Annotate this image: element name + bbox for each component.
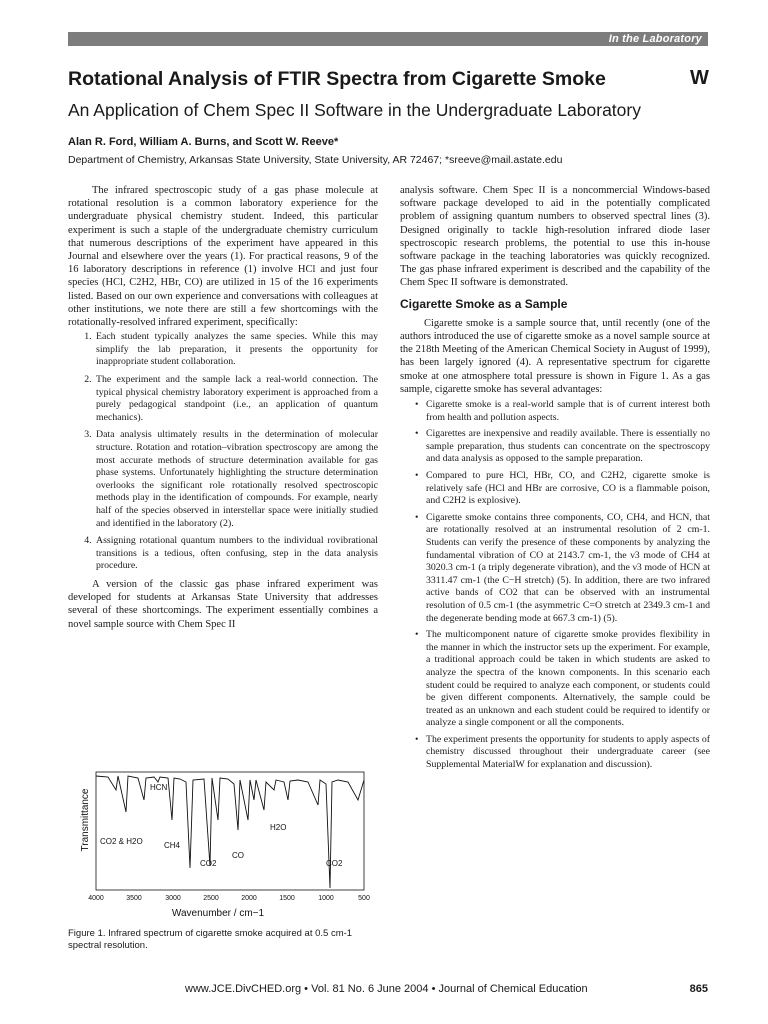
tick-label: 3500 [126, 895, 142, 902]
tick-label: 2500 [203, 895, 219, 902]
tick-label: 3000 [165, 895, 181, 902]
peak-label-co2-h2o: CO2 & H2O [100, 837, 143, 846]
list-item: • The multicomponent nature of cigarette smoke provides flexibility in the manner in which the instructor sets up the experiment. For example, a traditional approach could be taken in which students are asked to analyze the spectra of the known components. In this scenario each student could be required to analyze each component, or students could be given different components. Alternatively, the sample could be treated as an unknown and each student could be required to identify or analyze a single component or all the components. [426, 629, 710, 730]
list-item: • Compared to pure HCl, HBr, CO, and C2H2, cigarette smoke is relatively safe (HCl and HBr are corrosive, CO is a flammable poison, and C2H2 is explosive). [426, 470, 710, 508]
list-item: • Cigarette smoke contains three components, CO, CH4, and HCN, that are rotationally resolved at an instrumental resolution of 2 cm-1. Students can verify the presence of these components by analyzing the fundamental vibration of CO at 2143.7 cm-1, the ν3 mode of CH4 at 3020.3 cm-1 (a triply degenerate vibration), and the ν3 mode of HCN at 3311.47 cm-1 (the C−H stretch) (5). In addition, there are two infrared active bands of CO2 that can be observed with an instrumental resolution of 0.5 cm-1 (the asymmetric C=O stretch at 2349.3 cm-1 and the degenerate bending mode at 667.3 cm-1) (5). [426, 512, 710, 625]
page-footer [185, 983, 708, 995]
peak-label-co: CO [232, 851, 244, 860]
left-column [68, 184, 378, 631]
peak-label-h2o: H2O [270, 823, 287, 832]
shortcomings-list [68, 331, 378, 573]
web-material-icon: W [690, 67, 709, 89]
paragraph: analysis software. Chem Spec II is a noncommercial Windows-based software package developed to aid in the potentially complicated problem of assigning quantum numbers to observed spectral lines (3). Designed originally to tackle high-resolution infrared diode laser spectroscopic research problems, the potential to use this in-house software package in the teaching laboratories was quickly recognized. The gas phase infrared experiment is described and the capability of the Chem Spec II software is demonstrated. [400, 185, 710, 289]
right-column [400, 184, 710, 776]
spectrum-line [96, 776, 364, 888]
section-label: In the Laboratory [608, 33, 702, 45]
authors: Alan R. Ford, William A. Burns, and Scott W. Reeve* [68, 136, 339, 148]
tick-label: 2000 [241, 895, 257, 902]
ftir-spectrum-figure [68, 760, 378, 922]
y-axis-label: Transmittance [80, 788, 91, 852]
tick-label: 1500 [279, 895, 295, 902]
advantages-list [400, 399, 710, 772]
list-item: 4. Assigning rotational quantum numbers to the individual rovibrational transitions is a tedious, often confusing, step in the data analysis procedure. [94, 535, 378, 573]
tick-label: 500 [358, 895, 370, 902]
x-axis-label: Wavenumber / cm−1 [171, 908, 265, 919]
list-item: • The experiment presents the opportunity for students to apply aspects of chemistry discussed throughout their undergraduate career (see Supplemental MaterialW for explanation and discussion). [426, 734, 710, 772]
affiliation: Department of Chemistry, Arkansas State University, State University, AR 72467; *sreeve@mail.astate.edu [68, 154, 563, 166]
intro-paragraph: The infrared spectroscopic study of a gas phase molecule at rotational resolution is a common laboratory experience for the undergraduate physical chemistry student. Indeed, this particular experiment is such a staple of the undergraduate chemistry curriculum that numerous descriptions of the experiment have appeared in this Journal and elsewhere over the years (1). For practical reasons, 9 of the 16 laboratory descriptions in reference (1) involve HCl and just four species (HCl, C2H2, HBr, CO) are utilized in 15 of the 16 experiments listed. Based on our own experience and conversations with colleagues at other institutions, we note there are still a few shortcomings with the rotationally-resolved infrared experiment, specifically: [68, 185, 378, 329]
peak-label-co2: CO2 [326, 859, 343, 868]
figure-caption: Figure 1. Infrared spectrum of cigarette smoke acquired at 0.5 cm-1 spectral resolution. [68, 928, 353, 951]
list-item: • Cigarette smoke is a real-world sample that is of current interest both from health and pollution aspects. [426, 399, 710, 424]
list-item: 1. Each student typically analyzes the same species. While this may simplify the lab preparation, it presents the opportunity for inappropriate student collaboration. [94, 331, 378, 369]
page-number: 865 [689, 983, 708, 995]
list-item: 3. Data analysis ultimately results in the determination of molecular structure. Rotation and rotation–vibration spectroscopy are among the most accurate methods of structure determination available for gas phase systems. Unfortunately highlighting the structure determination overlooks the significant role rotationally resolved spectroscopic methods play in the identification of compounds. For example, nearly half of the species observed in interstellar space were initially studied and identified in the laboratory (2). [94, 429, 378, 530]
peak-label-ch4: CH4 [164, 841, 181, 850]
section-header-band [68, 32, 708, 46]
section-heading: Cigarette Smoke as a Sample [400, 296, 568, 311]
tick-label: 4000 [88, 895, 104, 902]
plot-frame [96, 772, 364, 890]
footer-journal-info: www.JCE.DivCHED.org • Vol. 81 No. 6 June 2004 • Journal of Chemical Education [185, 983, 588, 995]
list-item: • Cigarettes are inexpensive and readily available. There is essentially no sample preparation, thus students can concentrate on the spectroscopy and data analysis as opposed to the sample preparation. [426, 428, 710, 466]
article-title: Rotational Analysis of FTIR Spectra from Cigarette Smoke [68, 68, 606, 90]
article-subtitle: An Application of Chem Spec II Software in the Undergraduate Laboratory [68, 100, 641, 120]
paragraph: A version of the classic gas phase infrared experiment was developed for students at Arkansas State University that addresses several of these shortcomings. The experiment essentially combines a novel sample source with Chem Spec II [68, 578, 378, 630]
peak-label-co2: CO2 [200, 859, 217, 868]
list-item: 2. The experiment and the sample lack a real-world connection. The typical physical chemistry laboratory experiment is approached from a purely pedagogical standpoint (i.e., an application of quantum mechanics). [94, 374, 378, 424]
paragraph: Cigarette smoke is a sample source that, until recently (one of the authors introduced the use of cigarette smoke as a novel sample source at the 218th Meeting of the American Chemical Society in August of 1999), has been largely ignored (4). A representative spectrum for cigarette smoke at one atmosphere total pressure is shown in Figure 1. As a gas sample, cigarette smoke has several advantages: [400, 317, 710, 395]
tick-label: 1000 [318, 895, 334, 902]
peak-label-hcn: HCN [150, 783, 168, 792]
